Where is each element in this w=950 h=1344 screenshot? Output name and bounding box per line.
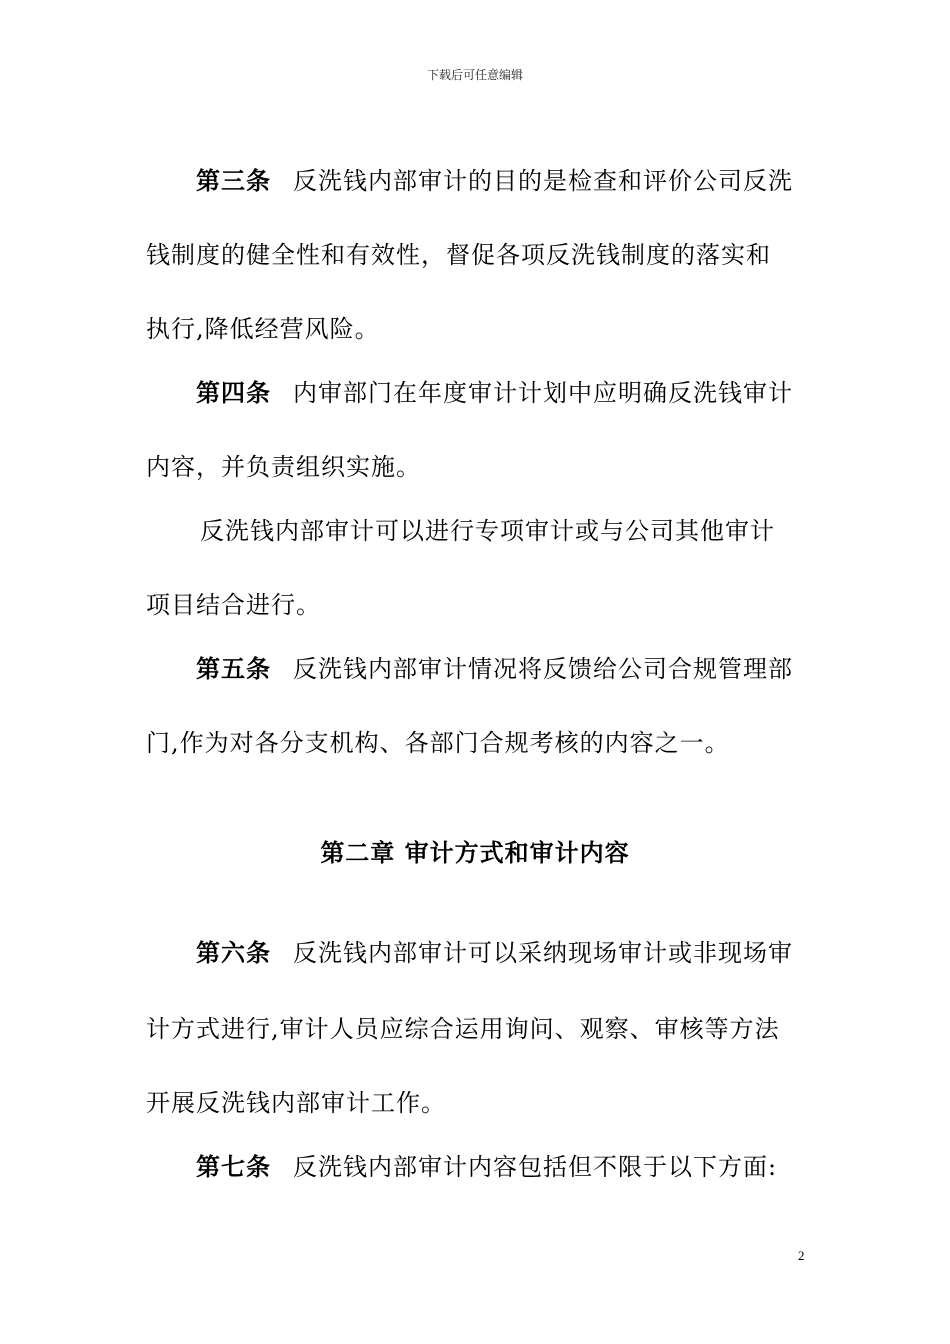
article-3-line-3: 执行,降低经营风险。 (146, 315, 380, 343)
article-6-number: 第六条 (196, 938, 271, 967)
article-6-line-2: 计方式进行,审计人员应综合运用询问、观察、审核等方法 (146, 1015, 780, 1043)
article-3-line-2: 钱制度的健全性和有效性，督促各项反洗钱制度的落实和 (146, 241, 771, 269)
article-6-line-3: 开展反洗钱内部审计工作。 (146, 1089, 446, 1117)
article-3-text-1: 反洗钱内部审计的目的是检查和评价公司反洗 (293, 167, 793, 195)
article-7-number: 第七条 (196, 1152, 271, 1181)
page-number: 2 (798, 1248, 805, 1263)
article-4-para-2-line-1: 反洗钱内部审计可以进行专项审计或与公司其他审计 (200, 517, 775, 545)
page-header-note: 下载后可任意编辑 (426, 68, 523, 82)
article-4-para-2-line-2: 项目结合进行。 (146, 591, 321, 619)
article-4-line-2: 内容，并负责组织实施。 (146, 453, 421, 481)
article-5-text-1: 反洗钱内部审计情况将反馈给公司合规管理部 (293, 655, 793, 683)
article-5-line-2: 门,作为对各分支机构、各部门合规考核的内容之一。 (146, 729, 730, 757)
chapter-title: 第二章 审计方式和审计内容 (320, 838, 630, 867)
article-4-line-1 (196, 378, 856, 408)
article-5-line-1 (196, 654, 856, 684)
article-7-line-1 (196, 1152, 856, 1182)
article-4-text-1: 内审部门在年度审计计划中应明确反洗钱审计 (293, 379, 793, 407)
article-6-line-1 (196, 938, 856, 968)
article-7-text-1: 反洗钱内部审计内容包括但不限于以下方面: (293, 1153, 778, 1181)
article-3-line-1 (196, 166, 856, 196)
article-4-number: 第四条 (196, 378, 271, 407)
article-5-number: 第五条 (196, 654, 271, 683)
article-6-text-1: 反洗钱内部审计可以采纳现场审计或非现场审 (293, 939, 793, 967)
article-3-number: 第三条 (196, 166, 271, 195)
